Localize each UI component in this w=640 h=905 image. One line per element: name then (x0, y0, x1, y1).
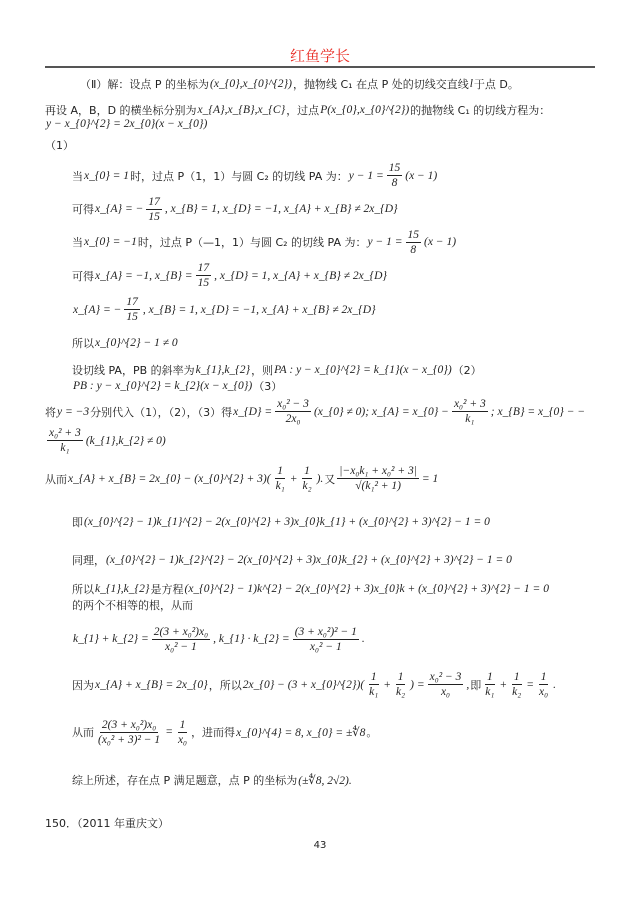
math-expression: x_{A} = −1, x_{B} = (95, 269, 193, 282)
math-expression: (x − 1) (405, 169, 438, 182)
numerator: 17 (126, 296, 138, 308)
denominator: 8 (391, 177, 398, 189)
fraction (293, 625, 359, 654)
denominator: k₂ (512, 686, 522, 698)
denominator: k₁ (465, 413, 475, 425)
text-run: （3） (253, 380, 283, 393)
text-run: 所以 (72, 336, 94, 350)
denominator: x₀² − 1 (309, 640, 342, 653)
math-expression: + (499, 678, 508, 691)
fraction (176, 718, 189, 747)
fraction (387, 161, 403, 190)
fraction (275, 397, 311, 426)
text-line (45, 100, 595, 131)
denominator: √(k₁² + 1) (355, 480, 401, 492)
numerator: 1 (540, 671, 547, 683)
fraction (124, 295, 140, 324)
numerator: 2(3 + x₀²)x₀ (101, 718, 157, 731)
text-run: 设切线 PA，PB 的斜率为 (72, 364, 195, 377)
denominator: 15 (126, 311, 138, 323)
text-run: 可得 (72, 203, 94, 216)
fraction (394, 670, 407, 699)
text-run: 从而 (45, 472, 67, 486)
text-run: 。 (366, 726, 378, 739)
math-expression: y − 1 = (348, 169, 384, 182)
math-expression: , (466, 678, 470, 691)
text-run: 从而 (72, 726, 94, 739)
numerator: 1 (486, 671, 493, 683)
math-expression: (x_{0} ≠ 0); x_{A} = x_{0} − (313, 405, 449, 418)
text-line (45, 397, 595, 455)
text-line (45, 131, 595, 159)
denominator: 15 (148, 210, 160, 223)
denominator: k₁ (60, 442, 70, 454)
text-run: （1） (45, 139, 74, 152)
header-title: 红鱼学长 (289, 47, 350, 65)
text-line (45, 803, 595, 842)
denominator: 8 (410, 243, 417, 256)
math-expression: , x_{D} = 1, x_{A} + x_{B} ≠ 2x_{D} (214, 269, 388, 282)
text-run: ，进而得 (191, 726, 236, 739)
denominator: x₀² − 1 (165, 640, 197, 653)
text-line (80, 68, 595, 100)
numerator: x₀² + 3 (49, 427, 81, 439)
text-run: 当 (72, 169, 83, 183)
fraction (96, 718, 162, 747)
fraction (452, 397, 488, 426)
denominator: k₁ (369, 686, 379, 698)
fraction (483, 670, 496, 699)
math-expression: (x_{0}^{2} − 1)k_{2}^{2} − 2(x_{0}^{2} + 3)x_{0}k_{2} + (x_{0}^{2} + 3)^{2} − 1 = 0 (106, 553, 512, 566)
math-expression: k_{1},k_{2} (95, 583, 150, 595)
text-line (72, 542, 595, 577)
fraction (152, 625, 210, 654)
math-expression: = (526, 678, 535, 691)
math-expression: PA : y − x_{0}^{2} = k_{1}(x − x_{0}) (274, 364, 452, 376)
math-expression: P(x_{0},x_{0}^{2}) (320, 103, 410, 116)
math-expression: (x_{0},x_{0}^{2}) (210, 78, 292, 90)
math-expression: (x_{0}^{2} − 1)k_{1}^{2} − 2(x_{0}^{2} + 3)x_{0}k_{1} + (x_{0}^{2} + 3)^{2} − 1 = 0 (84, 516, 490, 528)
math-expression: . (361, 633, 365, 645)
text-line (72, 577, 595, 617)
text-run: 综上所述，存在点 P 满足题意，点 P 的坐标为 (72, 773, 298, 787)
fraction (537, 670, 550, 699)
text-line (72, 258, 595, 293)
fraction (428, 670, 464, 699)
text-line (72, 617, 595, 661)
numerator: 15 (388, 162, 401, 174)
text-line (72, 708, 595, 756)
math-expression: k_{1} + k_{2} = (73, 633, 149, 645)
text-run: （Ⅱ）解：设点 P 的坐标为 (80, 78, 210, 91)
math-expression: 2x_{0} − (3 + x_{0}^{2})( (242, 678, 365, 691)
fraction (337, 464, 419, 493)
numerator: 1 (397, 671, 404, 683)
math-expression: (x_{0}^{2} − 1)k^{2} − 2(x_{0}^{2} + 3)x_{0}k + (x_{0}^{2} + 3)^{2} − 1 = 0 (184, 583, 549, 595)
text-line (72, 502, 595, 542)
text-run: 分别代入（1），（2），（3）得 (90, 405, 233, 419)
fraction (196, 261, 212, 290)
denominator: x₀ (177, 733, 188, 746)
text-run: 的两个不相等的根，从而 (72, 599, 193, 612)
math-expression: ) = (410, 678, 425, 691)
text-run: 因为 (72, 678, 94, 692)
math-expression: PB : y − x_{0}^{2} = k_{2}(x − x_{0}) (73, 380, 253, 392)
numerator: 1 (277, 465, 284, 477)
math-expression: + (383, 678, 392, 691)
numerator: 15 (407, 228, 419, 241)
math-expression: , x_{B} = 1, x_{D} = −1, x_{A} + x_{B} ≠ 2x_{D} (164, 203, 398, 215)
document-body (0, 68, 640, 842)
fraction (406, 228, 422, 257)
denominator: k₁ (485, 686, 495, 698)
numerator: x₀² + 3 (453, 398, 486, 410)
text-line (72, 756, 595, 803)
text-run: ，所以 (208, 678, 242, 692)
text-line (72, 326, 595, 359)
text-run: 再设 A，B，D 的横坐标分别为 (45, 103, 197, 117)
denominator: k₂ (396, 686, 406, 698)
math-expression: y = −3 (57, 405, 90, 418)
numerator: 1 (370, 671, 377, 683)
math-expression: ). (316, 472, 324, 485)
fraction (47, 426, 83, 455)
text-run: 同理， (72, 553, 105, 567)
denominator: (x₀² + 3)² − 1 (98, 733, 161, 746)
math-expression: x_{0}^{4} = 8, x_{0} = ±∜8 (236, 727, 366, 739)
text-run: 时，过点 P（1，1）与圆 C₂ 的切线 PA 为： (130, 169, 348, 183)
math-expression: = 1 (421, 472, 439, 485)
numerator: |−x₀k₁ + x₀² + 3| (339, 465, 417, 477)
numerator: 1 (513, 671, 520, 683)
math-expression: , x_{B} = 1, x_{D} = −1, x_{A} + x_{B} ≠ 2x_{D} (142, 303, 376, 316)
text-run: 当 (72, 236, 83, 249)
text-run: 可得 (72, 269, 94, 283)
page-number: 43 (313, 840, 327, 851)
math-expression: k_{1},k_{2} (195, 364, 251, 376)
text-run: 将 (45, 405, 56, 419)
text-run: ，过点 (286, 103, 320, 117)
text-run: 于点 D。 (473, 78, 519, 91)
numerator: x₀² − 3 (277, 398, 309, 410)
math-expression: = (165, 726, 173, 738)
text-line (72, 159, 595, 192)
denominator: x₀ (539, 686, 549, 698)
math-expression: x_{D} = (233, 405, 273, 418)
numerator: x₀² − 3 (429, 671, 462, 683)
text-run: ，则 (251, 364, 274, 377)
text-run: 所以 (72, 583, 94, 596)
math-expression: x_{A},x_{B},x_{C} (197, 103, 286, 116)
text-run: 时，过点 P（—1，1）与圆 C₂ 的切线 PA 为： (137, 236, 367, 249)
math-expression: (±∜8, 2√2). (298, 774, 352, 787)
text-run: （2） (452, 364, 482, 377)
denominator: k₁ (275, 480, 285, 492)
fraction (146, 195, 162, 224)
math-expression: . (553, 678, 557, 691)
denominator: 15 (197, 277, 210, 289)
math-expression: x_{0}^{2} − 1 ≠ 0 (95, 336, 178, 349)
text-run: 即 (72, 516, 83, 529)
text-run: 的抛物线 C₁ 的切线方程为： (410, 103, 551, 117)
math-expression: ; x_{B} = x_{0} − − (490, 405, 586, 418)
math-expression: x_{A} + x_{B} = 2x_{0} (95, 678, 208, 691)
math-expression: y − 1 = (367, 236, 403, 248)
fraction (274, 464, 287, 493)
numerator: 17 (148, 195, 160, 208)
math-expression: x_{0} = 1 (84, 169, 130, 182)
math-expression: + (289, 472, 298, 485)
numerator: 1 (304, 465, 310, 477)
denominator: x₀ (440, 686, 451, 698)
text-line (72, 661, 595, 708)
math-expression: (x − 1) (424, 236, 457, 248)
denominator: 2x₀ (285, 413, 301, 425)
fraction (510, 670, 523, 699)
text-run: 又 (324, 472, 336, 486)
text-line (45, 455, 595, 502)
math-expression: l (469, 78, 473, 90)
text-run: ，抛物线 C₁ 在点 P 处的切线交直线 (292, 78, 469, 91)
math-expression: , k_{1} · k_{2} = (213, 633, 290, 645)
math-expression: (k_{1},k_{2} ≠ 0) (85, 434, 166, 447)
text-run: 即 (470, 678, 482, 692)
numerator: 17 (197, 262, 210, 274)
text-line (72, 359, 595, 397)
fraction (367, 670, 380, 699)
fraction (300, 464, 313, 493)
numerator: 1 (179, 718, 186, 731)
text-line (72, 192, 595, 226)
denominator: k₂ (302, 480, 312, 492)
text-run: 是方程 (150, 583, 184, 596)
math-expression: y − x_{0}^{2} = 2x_{0}(x − x_{0}) (46, 117, 208, 130)
text-line (72, 226, 595, 258)
numerator: 2(3 + x₀²)x₀ (153, 625, 209, 638)
math-expression: x_{A} + x_{B} = 2x_{0} − (x_{0}^{2} + 3)( (68, 472, 271, 485)
text-line (72, 293, 595, 326)
math-expression: x_{A} = − (95, 203, 144, 215)
numerator: (3 + x₀²)² − 1 (294, 625, 357, 638)
text-run: 150．（2011 年重庆文） (45, 816, 169, 830)
math-expression: x_{A} = − (73, 303, 122, 316)
math-expression: x_{0} = −1 (84, 236, 137, 248)
